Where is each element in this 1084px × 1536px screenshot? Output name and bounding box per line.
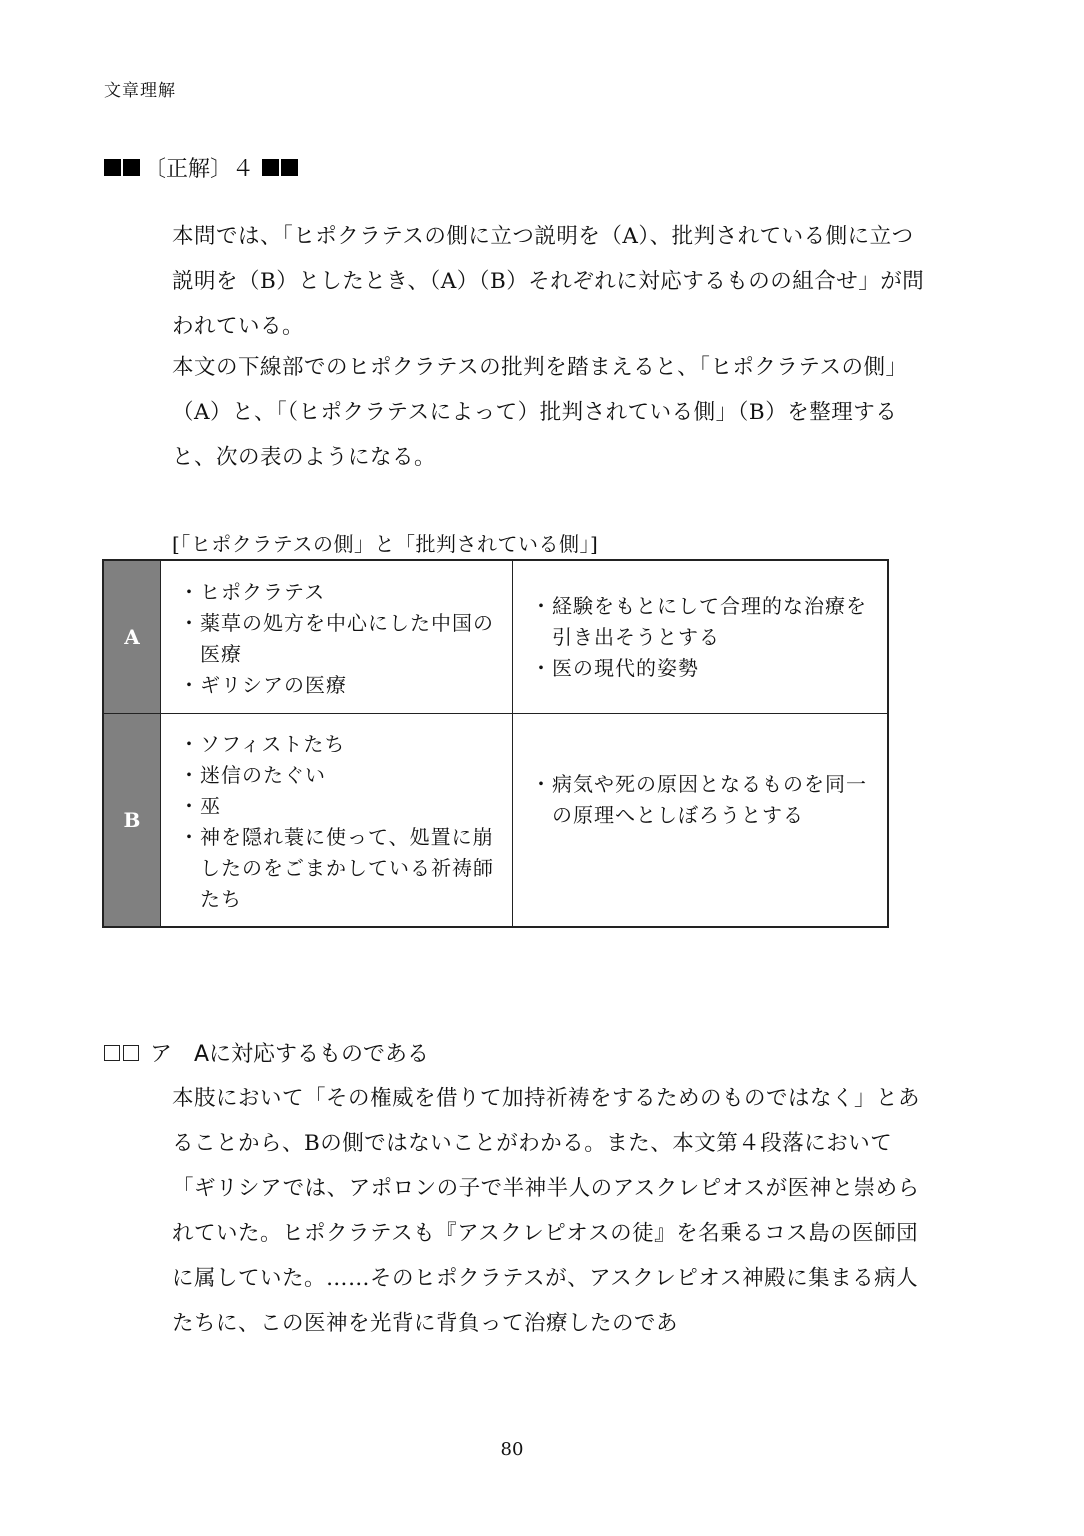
list-item: ・ 病気や死の原因となるものを同一の原理へとしぼろうとする — [531, 769, 877, 831]
list-item: ・ 薬草の処方を中心にした中国の医療 — [179, 608, 502, 670]
list-item: ・ 神を隠れ蓑に使って、処置に崩したのをごまかしている祈祷師たち — [179, 822, 502, 915]
black-square-icon — [281, 159, 298, 176]
page-number: 80 — [500, 1439, 524, 1460]
option-heading — [104, 1037, 429, 1068]
black-square-icon — [262, 159, 279, 176]
list-item: ・ 医の現代的姿勢 — [531, 653, 877, 684]
black-square-icon — [123, 159, 140, 176]
row-b-right-cell — [513, 714, 887, 926]
comparison-table — [102, 559, 889, 928]
list-item: ・ 巫 — [179, 791, 502, 822]
answer-heading — [104, 152, 300, 183]
option-heading-text: ア Aに対応するものである — [150, 1042, 430, 1067]
empty-square-icon — [123, 1045, 139, 1061]
answer-text: 〔正解〕４ — [144, 157, 255, 182]
list-item: ・ 経験をもとにして合理的な治療を引き出そうとする — [531, 591, 877, 653]
list-item: ・ ギリシアの医療 — [179, 670, 502, 701]
row-b-left-cell — [161, 714, 513, 926]
row-label-a: A — [104, 561, 161, 714]
section-header-label: 文章理解 — [104, 81, 176, 101]
row-a-right-cell — [513, 561, 887, 714]
list-item: ・ 迷信のたぐい — [179, 760, 502, 791]
intro-paragraph-1: 本問では、「ヒポクラテスの側に立つ説明を（A）、批判されている側に立つ説明を（B）としたとき、（A）（B）それぞれに対応するものの組合せ」が問われている。 — [172, 224, 925, 339]
black-square-icon — [104, 159, 121, 176]
list-item: ・ ソフィストたち — [179, 729, 502, 760]
row-label-b: B — [104, 714, 161, 926]
empty-square-icon — [104, 1045, 120, 1061]
row-a-left-cell — [161, 561, 513, 714]
list-item: ・ ヒポクラテス — [179, 577, 502, 608]
option-paragraph: 本肢において「その権威を借りて加持祈祷をするためのものではなく」とあることから、Bの側ではないことがわかる。また、本文第４段落において「ギリシアでは、アポロンの子で半神半人のアスクレピオスが医神と崇められていた。ヒポクラテスも『アスクレピオスの徒』を名乗るコス島の医師団に属していた。……そのヒポクラテスが、アスクレピオス神殿に集まる病人たちに、この医神を光背に背負って治療したのであ — [172, 1086, 921, 1336]
table-caption: [「ヒポクラテスの側」と「批判されている側」] — [172, 532, 599, 556]
intro-paragraph-2: 本文の下線部でのヒポクラテスの批判を踏まえると、「ヒポクラテスの側」（A）と、「（ヒポクラテスによって）批判されている側」（B）を整理すると、次の表のようになる。 — [172, 355, 908, 470]
